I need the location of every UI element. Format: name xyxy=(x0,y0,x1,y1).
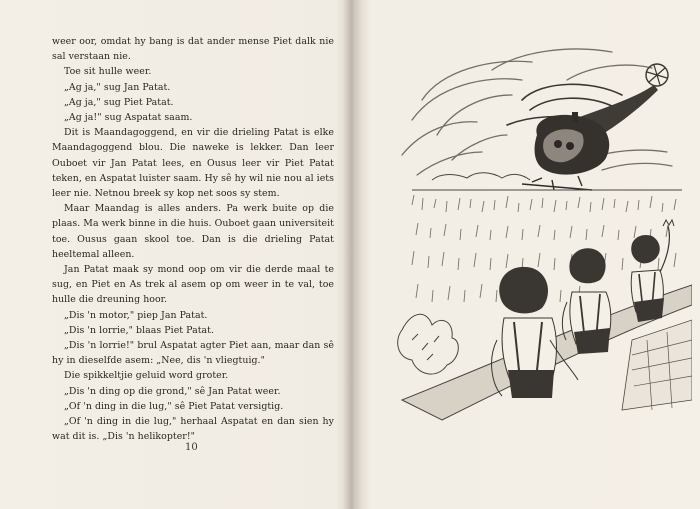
helicopter-body xyxy=(522,85,658,190)
paragraph: Maar Maandag is alles anders. Pa werk buite op die plaas. Ma werk binne in die huis. Ouboet gaan universiteit toe. Ousus gaan skool toe. Dan is die drieling Patat heeltemal alleen. xyxy=(52,203,334,260)
paragraph: „Of 'n ding in die lug," sê Piet Patat versigtig. xyxy=(64,400,284,412)
paragraph: „Dis 'n lorrie!" brul Aspatat agter Piet aan, maar dan sê hy in dieselfde asem: „Nee, dis 'n vliegtuig." xyxy=(52,340,334,367)
page-number: 10 xyxy=(185,442,198,453)
paragraph: „Ag ja," sug Piet Patat. xyxy=(64,96,174,108)
tail-rotor xyxy=(646,64,668,86)
paragraph: Toe sit hulle weer. xyxy=(64,66,152,78)
bushes xyxy=(398,314,459,374)
paragraph: „Ag ja," sug Jan Patat. xyxy=(64,81,171,93)
horizon-trees xyxy=(412,173,682,190)
body-text xyxy=(52,34,334,444)
paragraph: Jan Patat maak sy mond oop om vir die derde maal te sug, en Piet en As trek al asem op om weer in te val, toe hulle die dreuning hoor. xyxy=(52,264,334,306)
helicopter-illustration xyxy=(382,40,692,440)
paragraph: „Of 'n ding in die lug," herhaal Aspatat en dan sien hy wat dit is. „Dis 'n helikopter!" xyxy=(52,416,334,443)
right-page xyxy=(352,0,700,509)
paragraph: „Ag ja!" sug Aspatat saam. xyxy=(64,112,193,124)
paragraph: „Dis 'n lorrie," blaas Piet Patat. xyxy=(64,324,215,336)
paragraph: „Dis 'n ding op die grond," sê Jan Patat weer. xyxy=(64,385,281,397)
paragraph: „Dis 'n motor," piep Jan Patat. xyxy=(64,309,208,321)
paragraph: Dit is Maandagoggend, en vir die drieling Patat is elke Maandagoggend blou. Die naweke is lekker. Dan leer Ouboet vir Jan Patat lees, en Ousus leer vir Piet Patat teken, en Aspatat luister saam. Hy sê hy wil nie nou al iets leer nie. Netnou breek sy kop net soos sy stem. xyxy=(52,127,334,200)
paragraph: Die spikkeltjie geluid word groter. xyxy=(64,370,229,382)
paragraph: weer oor, omdat hy bang is dat ander mense Piet dalk nie sal verstaan nie. xyxy=(52,36,334,63)
